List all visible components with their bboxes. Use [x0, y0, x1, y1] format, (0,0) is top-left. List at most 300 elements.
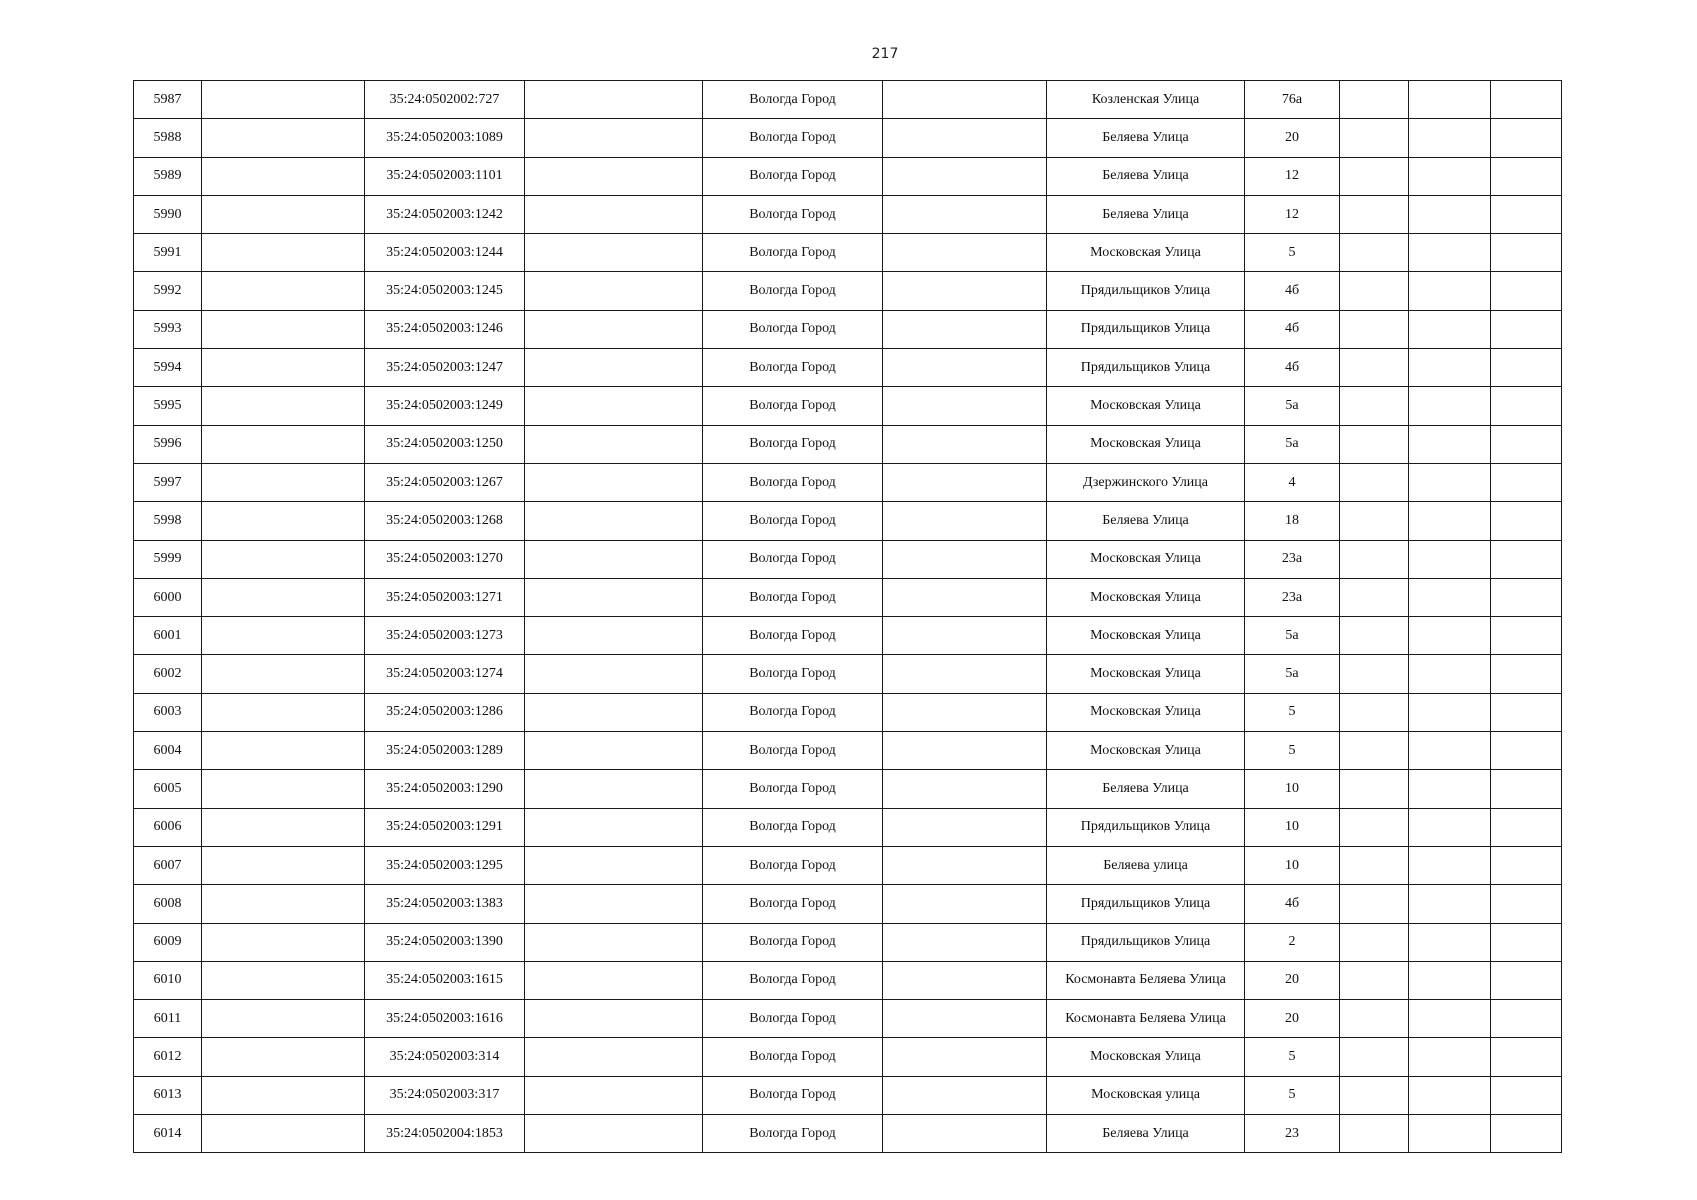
cell-empty: [1340, 157, 1409, 195]
cell-empty: [202, 617, 365, 655]
cell-cadastral-number: 35:24:0502004:1853: [365, 1115, 525, 1153]
cell-cadastral-number: 35:24:0502003:1271: [365, 578, 525, 616]
cell-empty: [883, 770, 1047, 808]
cell-empty: [1340, 81, 1409, 119]
table-row: [134, 1115, 1562, 1153]
cell-empty: [202, 732, 365, 770]
cell-number: 6000: [134, 578, 202, 616]
cell-city: Вологда Город: [703, 770, 883, 808]
cell-empty: [1491, 693, 1562, 731]
cell-street: Московская Улица: [1047, 387, 1245, 425]
cell-empty: [1409, 234, 1491, 272]
cell-empty: [1409, 540, 1491, 578]
cell-empty: [883, 655, 1047, 693]
cell-empty: [1409, 885, 1491, 923]
cell-empty: [883, 425, 1047, 463]
cell-city: Вологда Город: [703, 119, 883, 157]
cell-empty: [883, 310, 1047, 348]
cell-number: 6008: [134, 885, 202, 923]
cell-house: 5: [1245, 234, 1340, 272]
cell-city: Вологда Город: [703, 195, 883, 233]
cell-empty: [525, 349, 703, 387]
cell-street: Прядильщиков Улица: [1047, 808, 1245, 846]
cell-number: 6007: [134, 846, 202, 884]
cell-empty: [525, 1000, 703, 1038]
cell-empty: [1409, 349, 1491, 387]
table-row: [134, 195, 1562, 233]
cell-empty: [525, 157, 703, 195]
cell-street: Прядильщиков Улица: [1047, 272, 1245, 310]
cell-number: 6005: [134, 770, 202, 808]
table-row: [134, 732, 1562, 770]
cell-house: 5: [1245, 1076, 1340, 1114]
cell-empty: [883, 1115, 1047, 1153]
cell-empty: [883, 463, 1047, 501]
cell-empty: [883, 1076, 1047, 1114]
cell-street: Беляева Улица: [1047, 157, 1245, 195]
cell-empty: [1409, 1115, 1491, 1153]
cell-empty: [1491, 655, 1562, 693]
cell-empty: [1409, 732, 1491, 770]
cell-empty: [202, 540, 365, 578]
cell-empty: [1409, 119, 1491, 157]
cell-empty: [525, 540, 703, 578]
cell-cadastral-number: 35:24:0502003:1089: [365, 119, 525, 157]
cell-house: 4б: [1245, 885, 1340, 923]
cell-cadastral-number: 35:24:0502003:1101: [365, 157, 525, 195]
cell-empty: [525, 195, 703, 233]
cell-house: 20: [1245, 1000, 1340, 1038]
table-row: [134, 540, 1562, 578]
cell-house: 5а: [1245, 655, 1340, 693]
cell-city: Вологда Город: [703, 157, 883, 195]
cell-number: 5999: [134, 540, 202, 578]
cell-house: 23а: [1245, 578, 1340, 616]
cell-empty: [883, 349, 1047, 387]
cell-empty: [525, 655, 703, 693]
cell-empty: [1491, 578, 1562, 616]
cell-empty: [1409, 808, 1491, 846]
cell-city: Вологда Город: [703, 81, 883, 119]
cell-empty: [1340, 655, 1409, 693]
cell-empty: [202, 234, 365, 272]
cell-empty: [1491, 846, 1562, 884]
cell-city: Вологда Город: [703, 310, 883, 348]
cell-empty: [883, 195, 1047, 233]
cell-number: 6010: [134, 961, 202, 999]
cell-number: 6002: [134, 655, 202, 693]
cell-cadastral-number: 35:24:0502003:1242: [365, 195, 525, 233]
cell-empty: [1491, 1038, 1562, 1076]
cell-empty: [1409, 310, 1491, 348]
cell-empty: [202, 808, 365, 846]
cell-empty: [1491, 1076, 1562, 1114]
cell-empty: [1409, 502, 1491, 540]
cell-empty: [202, 961, 365, 999]
cell-empty: [202, 770, 365, 808]
cell-empty: [883, 578, 1047, 616]
cell-cadastral-number: 35:24:0502003:317: [365, 1076, 525, 1114]
cell-number: 6012: [134, 1038, 202, 1076]
cell-house: 4: [1245, 463, 1340, 501]
cell-house: 4б: [1245, 310, 1340, 348]
cell-house: 20: [1245, 961, 1340, 999]
cell-empty: [1340, 770, 1409, 808]
cell-empty: [1340, 846, 1409, 884]
cell-empty: [202, 310, 365, 348]
cell-empty: [525, 770, 703, 808]
cell-empty: [1340, 808, 1409, 846]
cell-cadastral-number: 35:24:0502003:1286: [365, 693, 525, 731]
cell-cadastral-number: 35:24:0502003:1246: [365, 310, 525, 348]
table-row: [134, 81, 1562, 119]
cell-number: 6006: [134, 808, 202, 846]
cell-street: Беляева Улица: [1047, 770, 1245, 808]
cell-empty: [883, 540, 1047, 578]
cell-number: 5998: [134, 502, 202, 540]
cell-empty: [1491, 961, 1562, 999]
cell-city: Вологда Город: [703, 732, 883, 770]
cell-empty: [1340, 732, 1409, 770]
cell-empty: [1340, 310, 1409, 348]
cell-empty: [883, 81, 1047, 119]
cell-city: Вологда Город: [703, 617, 883, 655]
cell-empty: [202, 349, 365, 387]
table-row: [134, 502, 1562, 540]
cell-city: Вологда Город: [703, 808, 883, 846]
table-row: [134, 119, 1562, 157]
cell-empty: [1491, 310, 1562, 348]
cell-city: Вологда Город: [703, 693, 883, 731]
cell-empty: [202, 272, 365, 310]
cell-number: 6001: [134, 617, 202, 655]
cell-number: 6013: [134, 1076, 202, 1114]
cell-empty: [202, 81, 365, 119]
cell-street: Московская Улица: [1047, 732, 1245, 770]
cell-empty: [1409, 425, 1491, 463]
cell-empty: [1491, 923, 1562, 961]
cell-cadastral-number: 35:24:0502003:1250: [365, 425, 525, 463]
cell-empty: [883, 119, 1047, 157]
table-row: [134, 885, 1562, 923]
cell-empty: [1409, 387, 1491, 425]
cell-empty: [1409, 272, 1491, 310]
cell-city: Вологда Город: [703, 234, 883, 272]
cell-empty: [202, 1076, 365, 1114]
table-row: [134, 272, 1562, 310]
cell-empty: [525, 119, 703, 157]
cell-empty: [202, 1000, 365, 1038]
cell-number: 6011: [134, 1000, 202, 1038]
cell-number: 6004: [134, 732, 202, 770]
cell-city: Вологда Город: [703, 923, 883, 961]
cell-city: Вологда Город: [703, 961, 883, 999]
cell-city: Вологда Город: [703, 502, 883, 540]
cell-empty: [883, 808, 1047, 846]
cell-empty: [883, 1038, 1047, 1076]
cell-empty: [1409, 693, 1491, 731]
cell-cadastral-number: 35:24:0502002:727: [365, 81, 525, 119]
table-row: [134, 578, 1562, 616]
table-row: [134, 310, 1562, 348]
table-row: [134, 349, 1562, 387]
cell-empty: [1409, 463, 1491, 501]
cell-city: Вологда Город: [703, 540, 883, 578]
cell-cadastral-number: 35:24:0502003:314: [365, 1038, 525, 1076]
cell-empty: [1340, 387, 1409, 425]
cell-empty: [1409, 1000, 1491, 1038]
registry-table: [133, 80, 1562, 1153]
cell-street: Московская улица: [1047, 1076, 1245, 1114]
table-row: [134, 463, 1562, 501]
cell-empty: [1340, 961, 1409, 999]
cell-house: 18: [1245, 502, 1340, 540]
cell-empty: [202, 693, 365, 731]
cell-cadastral-number: 35:24:0502003:1289: [365, 732, 525, 770]
cell-empty: [1340, 234, 1409, 272]
table-row: [134, 770, 1562, 808]
cell-empty: [883, 732, 1047, 770]
cell-number: 5994: [134, 349, 202, 387]
cell-empty: [525, 310, 703, 348]
table-row: [134, 234, 1562, 272]
cell-number: 5995: [134, 387, 202, 425]
cell-city: Вологда Город: [703, 655, 883, 693]
page-number: 217: [871, 46, 899, 62]
cell-empty: [202, 425, 365, 463]
cell-house: 5: [1245, 693, 1340, 731]
cell-city: Вологда Город: [703, 846, 883, 884]
cell-empty: [202, 846, 365, 884]
cell-number: 5988: [134, 119, 202, 157]
cell-empty: [525, 502, 703, 540]
cell-cadastral-number: 35:24:0502003:1383: [365, 885, 525, 923]
table-row: [134, 1076, 1562, 1114]
cell-number: 5987: [134, 81, 202, 119]
cell-empty: [1409, 846, 1491, 884]
cell-street: Прядильщиков Улица: [1047, 310, 1245, 348]
cell-empty: [525, 387, 703, 425]
cell-empty: [1491, 732, 1562, 770]
cell-empty: [1491, 425, 1562, 463]
cell-cadastral-number: 35:24:0502003:1295: [365, 846, 525, 884]
cell-number: 6003: [134, 693, 202, 731]
cell-empty: [883, 157, 1047, 195]
cell-city: Вологда Город: [703, 1076, 883, 1114]
cell-street: Космонавта Беляева Улица: [1047, 1000, 1245, 1038]
cell-empty: [1491, 885, 1562, 923]
cell-city: Вологда Город: [703, 387, 883, 425]
cell-empty: [1409, 961, 1491, 999]
cell-street: Московская Улица: [1047, 234, 1245, 272]
cell-empty: [202, 1038, 365, 1076]
cell-empty: [202, 655, 365, 693]
cell-empty: [1491, 463, 1562, 501]
cell-number: 5992: [134, 272, 202, 310]
cell-house: 10: [1245, 846, 1340, 884]
cell-empty: [525, 732, 703, 770]
cell-empty: [202, 119, 365, 157]
cell-empty: [1340, 617, 1409, 655]
cell-city: Вологда Город: [703, 272, 883, 310]
cell-number: 6014: [134, 1115, 202, 1153]
cell-house: 20: [1245, 119, 1340, 157]
cell-empty: [1491, 157, 1562, 195]
cell-empty: [202, 387, 365, 425]
cell-empty: [1340, 578, 1409, 616]
cell-cadastral-number: 35:24:0502003:1247: [365, 349, 525, 387]
cell-empty: [1491, 195, 1562, 233]
cell-empty: [525, 81, 703, 119]
cell-street: Беляева Улица: [1047, 119, 1245, 157]
cell-empty: [1340, 502, 1409, 540]
cell-empty: [1340, 272, 1409, 310]
cell-empty: [1491, 808, 1562, 846]
cell-cadastral-number: 35:24:0502003:1244: [365, 234, 525, 272]
cell-empty: [883, 961, 1047, 999]
cell-house: 5а: [1245, 617, 1340, 655]
cell-empty: [1340, 693, 1409, 731]
cell-number: 6009: [134, 923, 202, 961]
cell-street: Московская Улица: [1047, 617, 1245, 655]
cell-empty: [883, 387, 1047, 425]
table-row: [134, 808, 1562, 846]
cell-empty: [1491, 119, 1562, 157]
cell-empty: [1409, 578, 1491, 616]
cell-empty: [1491, 770, 1562, 808]
cell-empty: [1491, 540, 1562, 578]
table-row: [134, 617, 1562, 655]
cell-empty: [525, 808, 703, 846]
cell-empty: [525, 885, 703, 923]
cell-empty: [525, 617, 703, 655]
cell-street: Московская Улица: [1047, 425, 1245, 463]
cell-empty: [883, 693, 1047, 731]
cell-empty: [1409, 195, 1491, 233]
cell-city: Вологда Город: [703, 1000, 883, 1038]
cell-house: 5: [1245, 1038, 1340, 1076]
table-row: [134, 387, 1562, 425]
cell-number: 5996: [134, 425, 202, 463]
table-row: [134, 425, 1562, 463]
cell-empty: [1340, 1076, 1409, 1114]
cell-empty: [525, 463, 703, 501]
cell-empty: [1409, 157, 1491, 195]
cell-cadastral-number: 35:24:0502003:1245: [365, 272, 525, 310]
cell-empty: [1491, 81, 1562, 119]
cell-empty: [202, 885, 365, 923]
cell-empty: [1409, 617, 1491, 655]
cell-cadastral-number: 35:24:0502003:1390: [365, 923, 525, 961]
cell-empty: [883, 923, 1047, 961]
cell-street: Беляева улица: [1047, 846, 1245, 884]
cell-empty: [883, 272, 1047, 310]
cell-empty: [1409, 1076, 1491, 1114]
cell-empty: [1340, 1038, 1409, 1076]
cell-house: 76а: [1245, 81, 1340, 119]
table-row: [134, 961, 1562, 999]
table-row: [134, 923, 1562, 961]
cell-empty: [202, 578, 365, 616]
cell-city: Вологда Город: [703, 349, 883, 387]
cell-cadastral-number: 35:24:0502003:1268: [365, 502, 525, 540]
cell-empty: [525, 1076, 703, 1114]
cell-empty: [1409, 81, 1491, 119]
cell-empty: [1491, 234, 1562, 272]
cell-street: Беляева Улица: [1047, 502, 1245, 540]
cell-number: 5990: [134, 195, 202, 233]
cell-cadastral-number: 35:24:0502003:1249: [365, 387, 525, 425]
cell-empty: [1409, 655, 1491, 693]
cell-cadastral-number: 35:24:0502003:1616: [365, 1000, 525, 1038]
cell-street: Прядильщиков Улица: [1047, 349, 1245, 387]
cell-city: Вологда Город: [703, 1115, 883, 1153]
cell-empty: [883, 846, 1047, 884]
cell-empty: [202, 923, 365, 961]
cell-city: Вологда Город: [703, 578, 883, 616]
cell-empty: [1340, 885, 1409, 923]
cell-empty: [202, 502, 365, 540]
cell-empty: [1340, 119, 1409, 157]
cell-street: Московская Улица: [1047, 693, 1245, 731]
cell-cadastral-number: 35:24:0502003:1291: [365, 808, 525, 846]
cell-empty: [1340, 540, 1409, 578]
cell-empty: [1340, 923, 1409, 961]
table-row: [134, 693, 1562, 731]
cell-city: Вологда Город: [703, 425, 883, 463]
cell-street: Беляева Улица: [1047, 195, 1245, 233]
cell-empty: [1340, 425, 1409, 463]
cell-empty: [883, 617, 1047, 655]
cell-house: 5а: [1245, 387, 1340, 425]
cell-cadastral-number: 35:24:0502003:1267: [365, 463, 525, 501]
cell-cadastral-number: 35:24:0502003:1290: [365, 770, 525, 808]
cell-empty: [1409, 770, 1491, 808]
cell-empty: [1340, 1000, 1409, 1038]
cell-empty: [1340, 195, 1409, 233]
cell-house: 5: [1245, 732, 1340, 770]
cell-empty: [1491, 1115, 1562, 1153]
cell-empty: [1409, 1038, 1491, 1076]
cell-street: Козленская Улица: [1047, 81, 1245, 119]
cell-empty: [525, 234, 703, 272]
cell-street: Беляева Улица: [1047, 1115, 1245, 1153]
cell-cadastral-number: 35:24:0502003:1270: [365, 540, 525, 578]
cell-empty: [1491, 272, 1562, 310]
cell-empty: [1340, 1115, 1409, 1153]
cell-empty: [883, 502, 1047, 540]
cell-empty: [883, 885, 1047, 923]
cell-house: 23: [1245, 1115, 1340, 1153]
cell-empty: [1491, 617, 1562, 655]
cell-cadastral-number: 35:24:0502003:1273: [365, 617, 525, 655]
cell-empty: [525, 693, 703, 731]
cell-house: 10: [1245, 770, 1340, 808]
cell-empty: [525, 1038, 703, 1076]
cell-empty: [525, 1115, 703, 1153]
cell-number: 5989: [134, 157, 202, 195]
cell-street: Московская Улица: [1047, 1038, 1245, 1076]
cell-empty: [202, 195, 365, 233]
cell-street: Прядильщиков Улица: [1047, 923, 1245, 961]
cell-empty: [1491, 387, 1562, 425]
cell-city: Вологда Город: [703, 885, 883, 923]
cell-empty: [202, 1115, 365, 1153]
table-row: [134, 1038, 1562, 1076]
cell-street: Прядильщиков Улица: [1047, 885, 1245, 923]
cell-number: 5993: [134, 310, 202, 348]
cell-house: 12: [1245, 195, 1340, 233]
